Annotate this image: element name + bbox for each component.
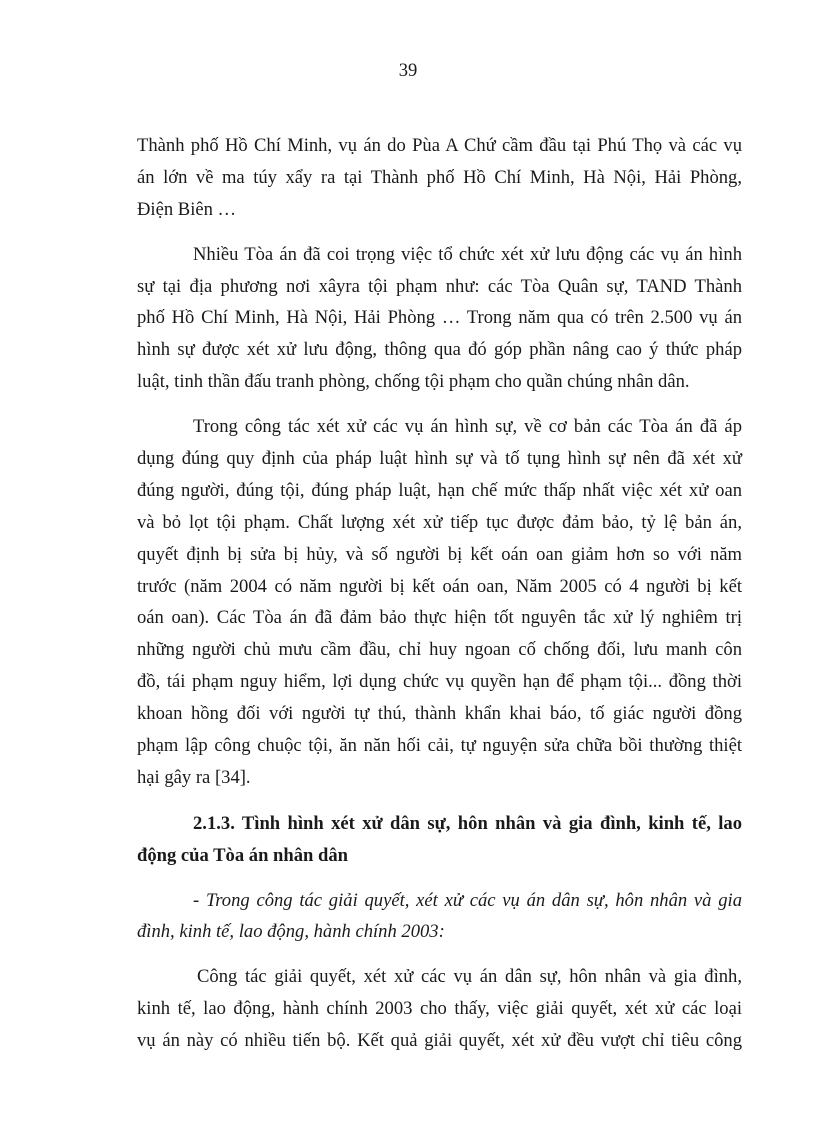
- paragraph: [137, 239, 742, 398]
- text-line: luật, tinh thần đấu tranh phòng, chống tội phạm cho quần chúng nhân dân.: [137, 371, 690, 393]
- text-line: đồ, tái phạm nguy hiểm, lợi dụng chức vụ quyền hạn để phạm tội... đồng thời: [137, 671, 742, 693]
- paragraph: [137, 411, 742, 794]
- text-line: - Trong công tác giải quyết, xét xử các vụ án dân sự, hôn nhân và gia: [193, 889, 742, 911]
- page-number: 39: [398, 60, 418, 81]
- document-body: [137, 130, 742, 1057]
- text-line: Nhiều Tòa án đã coi trọng việc tổ chức xét xử lưu động các vụ án hình: [193, 243, 742, 265]
- text-line: đúng người, đúng tội, đúng pháp luật, hạn chế mức thấp nhất việc xét xử oan: [137, 479, 742, 501]
- text-line: đình, kinh tế, lao động, hành chính 2003:: [137, 921, 445, 943]
- text-line: hình sự được xét xử lưu động, thông qua đó góp phần nâng cao ý thức pháp: [137, 339, 742, 361]
- text-line: hại gây ra [34].: [137, 766, 251, 788]
- text-line: trước (năm 2004 có năm người bị kết oán oan, Năm 2005 có 4 người bị kết: [137, 575, 742, 597]
- text-line: và bỏ lọt tội phạm. Chất lượng xét xử tiếp tục được đảm bảo, tỷ lệ bản án,: [137, 511, 742, 533]
- text-line: khoan hồng đối với người tự thú, thành khẩn khai báo, tố giác người đồng: [137, 703, 742, 725]
- text-line: Thành phố Hồ Chí Minh, vụ án do Pùa A Chứ cầm đầu tại Phú Thọ và các vụ: [137, 135, 742, 156]
- italic-subheading: [137, 885, 742, 949]
- text-line: oán oan). Các Tòa án đã đảm bảo thực hiện tốt nguyên tắc xử lý nghiêm trị: [137, 607, 742, 629]
- text-line: án lớn về ma túy xẩy ra tại Thành phố Hồ Chí Minh, Hà Nội, Hải Phòng,: [137, 166, 742, 188]
- paragraph: [137, 961, 742, 1057]
- text-line: Công tác giải quyết, xét xử các vụ án dân sự, hôn nhân và gia đình,: [197, 966, 742, 988]
- text-line: quyết định bị sửa bị hủy, và số người bị kết oán oan giảm hơn so với năm: [137, 543, 742, 565]
- text-line: phố Hồ Chí Minh, Hà Nội, Hải Phòng … Trong năm qua có trên 2.500 vụ án: [137, 307, 742, 329]
- heading-line: động của Tòa án nhân dân: [137, 844, 349, 866]
- text-line: những người chủ mưu cầm đầu, chỉ huy ngoan cố chống đối, lưu manh côn: [137, 639, 742, 661]
- paragraph: [137, 130, 742, 226]
- text-line: Trong công tác xét xử các vụ án hình sự, về cơ bản các Tòa án đã áp: [193, 416, 742, 438]
- heading-line: 2.1.3. Tình hình xét xử dân sự, hôn nhân và gia đình, kinh tế, lao: [193, 812, 742, 834]
- text-line: vụ án này có nhiều tiến bộ. Kết quả giải quyết, xét xử đều vượt chỉ tiêu công: [137, 1030, 742, 1052]
- text-line: kinh tế, lao động, hành chính 2003 cho thấy, việc giải quyết, xét xử các loại: [137, 998, 742, 1020]
- text-line: Điện Biên …: [137, 198, 237, 220]
- text-line: phạm lập công chuộc tội, ăn năn hối cải, tự nguyện sửa chữa bồi thường thiệt: [137, 735, 742, 757]
- text-line: dụng đúng quy định của pháp luật hình sự và tố tụng hình sự nên đã xét xử: [137, 448, 742, 470]
- section-heading: [137, 808, 742, 872]
- text-line: sự tại địa phương nơi xâyra tội phạm như: các Tòa Quân sự, TAND Thành: [137, 275, 742, 297]
